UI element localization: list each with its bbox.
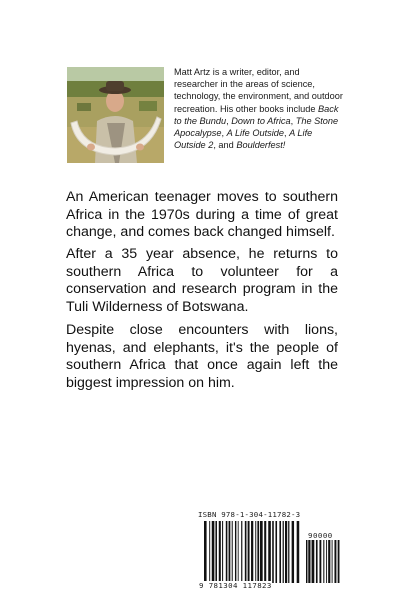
author-photo <box>67 67 164 163</box>
barcode-bar <box>226 521 228 583</box>
barcode-bar <box>238 521 239 583</box>
barcode-bar <box>297 521 300 583</box>
barcode-bar <box>332 540 333 583</box>
author-bio <box>174 66 344 151</box>
blurb-paragraph-3: Despite close encounters with lions, hyenas, and elephants, it's the people of southern Africa that once again left the biggest impression on him. <box>66 322 338 391</box>
barcode-bar <box>272 521 274 583</box>
book-title: The Stone Apocalypse <box>174 115 339 139</box>
bio-separator: , <box>226 115 232 126</box>
barcode-bar <box>319 540 321 583</box>
barcode-bar <box>306 540 307 583</box>
barcode-bar <box>283 521 284 583</box>
barcode-bar <box>328 540 330 583</box>
barcode-bar <box>268 521 271 583</box>
barcode-bar <box>264 521 266 583</box>
barcode-bars <box>198 521 342 587</box>
barcode-bar <box>235 521 236 583</box>
barcode-bar <box>323 540 324 583</box>
isbn-label: ISBN 978-1-304-11782-3 <box>198 510 301 519</box>
price-code: 90000 <box>308 531 333 540</box>
barcode-bar <box>212 521 215 583</box>
barcode-bar <box>248 521 250 583</box>
author-photo-image <box>67 67 164 163</box>
barcode-bar <box>288 521 289 583</box>
barcode-bar <box>316 540 318 583</box>
barcode-bar <box>215 521 217 583</box>
ean-digits: 9 781304 117823 <box>199 581 272 590</box>
barcode-bar <box>241 521 242 583</box>
barcode-bar <box>292 521 294 583</box>
barcode-bar <box>232 521 233 583</box>
barcode-bar <box>222 521 223 583</box>
bio-text: Matt Artz is a writer, editor, and researcher in the areas of science, technology, the environment, and outdoor recreation. His other books include <box>174 67 343 114</box>
barcode-bar <box>257 521 259 583</box>
barcode-bar <box>334 540 336 583</box>
barcode-bar <box>326 540 327 583</box>
book-title: Down to Africa <box>231 115 291 126</box>
barcode-bar <box>255 521 256 583</box>
book-title: A Life Outside 2 <box>174 128 313 151</box>
barcode-bar <box>279 521 281 583</box>
barcode-bar <box>260 521 263 583</box>
barcode-bar <box>275 521 277 583</box>
blurb-paragraph-1: An American teenager moves to southern Africa in the 1970s during a time of great change, and comes back changed himself. <box>66 189 338 241</box>
barcode-bar <box>245 521 247 583</box>
book-title: Boulderfest! <box>236 140 286 151</box>
barcode-bar <box>204 521 207 583</box>
barcode-bar <box>219 521 221 583</box>
isbn-barcode <box>198 510 342 592</box>
book-title: Back to the Bundu <box>174 103 339 126</box>
barcode-bar <box>229 521 231 583</box>
bio-separator: , <box>290 115 296 126</box>
barcode-bar <box>312 540 315 583</box>
barcode-bar <box>285 521 287 583</box>
barcode-bar <box>209 521 210 583</box>
bio-separator: , <box>221 128 227 139</box>
barcode-bar <box>251 521 253 583</box>
barcode-bar <box>308 540 310 583</box>
bio-separator: , <box>283 128 290 139</box>
blurb-paragraph-2: After a 35 year absence, he returns to southern Africa to volunteer for a conservation and research program in the Tuli Wilderness of Botswana. <box>66 246 338 315</box>
book-title: A Life Outside <box>226 128 284 139</box>
barcode-bar <box>338 540 340 583</box>
bio-separator: , and <box>213 140 237 151</box>
